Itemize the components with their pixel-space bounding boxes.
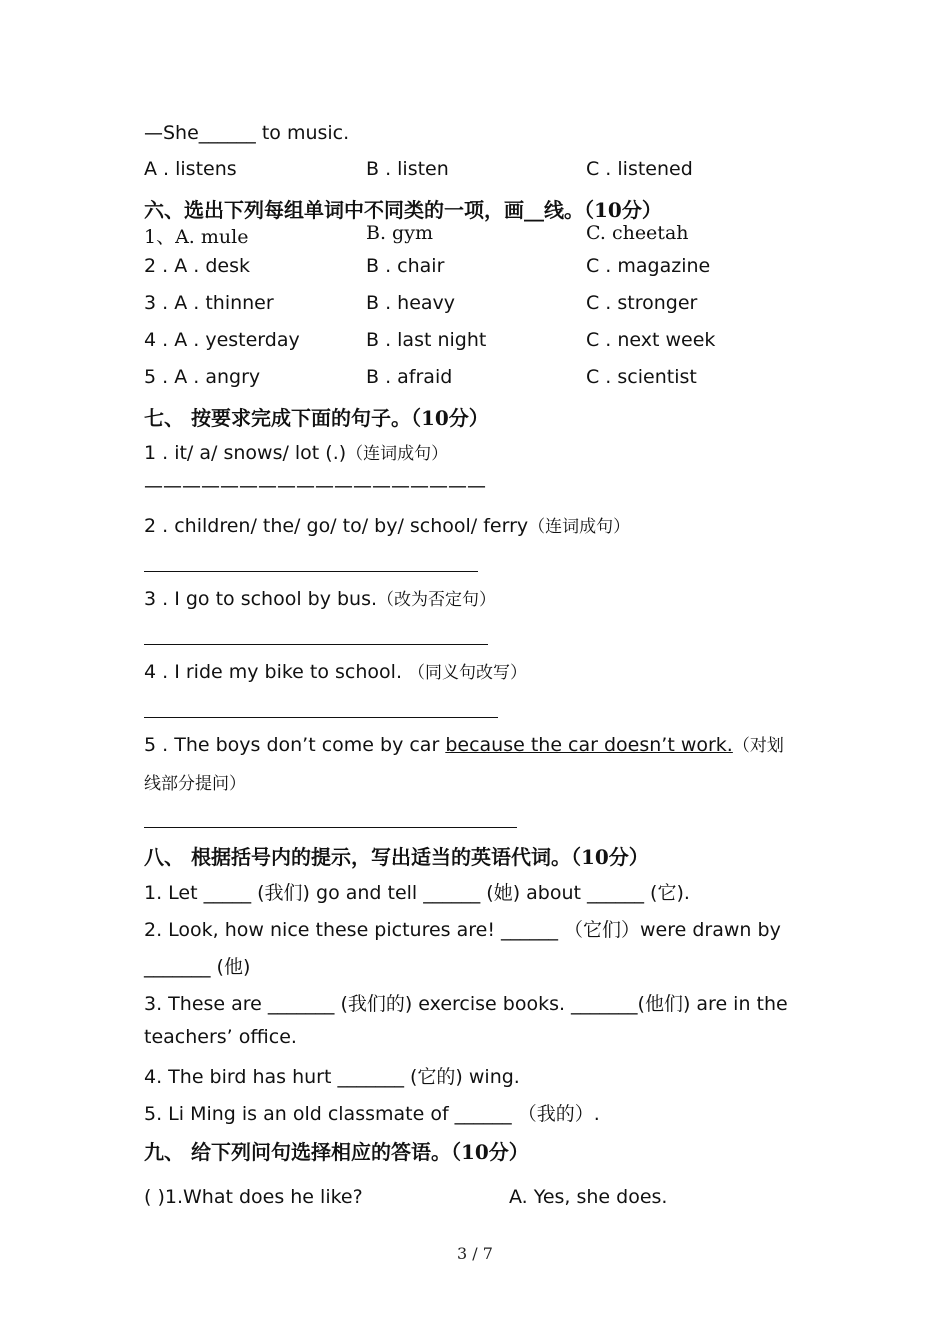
s7-q3 <box>144 585 496 610</box>
s6-row1-a: 1、A. mule <box>144 226 249 248</box>
s8-line2: 2. Look, how nice these pictures are! ______ （它们）were drawn by <box>144 919 781 941</box>
s7-q1-text: 1 . it/ a/ snows/ lot (.) <box>144 442 347 464</box>
s7-q2 <box>144 512 630 537</box>
s7-q3-answer-line <box>144 644 488 645</box>
s6-row5-c: C . scientist <box>586 366 697 388</box>
s7-q5 <box>144 731 784 756</box>
s6-row5-b: B . afraid <box>366 366 453 388</box>
section9-heading: 九、 给下列问句选择相应的答语。（10分） <box>144 1140 529 1164</box>
section7-heading: 七、 按要求完成下面的句子。（10分） <box>144 406 489 430</box>
s7-q5-answer-line <box>144 827 517 828</box>
s8-line1: 1. Let _____ (我们) go and tell ______ (她) about ______ (它). <box>144 882 690 904</box>
s7-q4 <box>144 658 527 683</box>
s7-q1 <box>144 439 448 464</box>
s8-line5: teachers’ office. <box>144 1026 297 1048</box>
s7-q5-hint: （对划 <box>732 736 784 756</box>
s6-row3-c: C . stronger <box>586 292 698 314</box>
s6-row2-a: 2 . A . desk <box>144 255 250 277</box>
option-c: C . listened <box>586 158 693 180</box>
s8-line7: 5. Li Ming is an old classmate of ______ （我的）. <box>144 1103 600 1125</box>
s7-q3-hint: （改为否定句） <box>377 590 497 610</box>
s7-q5-text: 5 . The boys don’t come by car <box>144 734 446 756</box>
s7-q1-hint: （连词成句） <box>346 444 449 464</box>
s7-q2-hint: （连词成句） <box>528 517 631 537</box>
s6-row3-a: 3 . A . thinner <box>144 292 274 314</box>
s9-a1: A. Yes, she does. <box>509 1186 668 1208</box>
s6-row1-c: C. cheetah <box>586 222 689 244</box>
s7-q2-answer-line <box>144 571 478 572</box>
s7-q1-answer-line: —————————————————— <box>144 475 486 497</box>
s6-row3-b: B . heavy <box>366 292 456 314</box>
s8-line3: _______ (他) <box>144 956 251 978</box>
s7-q5-underlined: because the car doesn’t work. <box>445 734 733 756</box>
s7-q4-answer-line <box>144 717 498 718</box>
section8-heading: 八、 根据括号内的提示，写出适当的英语代词。（10分） <box>144 845 649 869</box>
s6-row4-c: C . next week <box>586 329 716 351</box>
page-number: 3 / 7 <box>457 1244 493 1263</box>
s6-row2-b: B . chair <box>366 255 445 277</box>
s7-q5-hint-cont: 线部分提问） <box>144 774 246 794</box>
s7-q4-text: 4 . I ride my bike to school. <box>144 661 409 683</box>
s6-row1-b: B. gym <box>366 222 433 244</box>
s7-q2-text: 2 . children/ the/ go/ to/ by/ school/ ferry <box>144 515 529 537</box>
option-b: B . listen <box>366 158 449 180</box>
s6-row2-c: C . magazine <box>586 255 711 277</box>
s9-q1: ( )1.What does he like? <box>144 1186 363 1208</box>
s8-line4: 3. These are _______ (我们的) exercise books. _______(他们) are in the <box>144 993 788 1015</box>
option-a: A . listens <box>144 158 237 180</box>
s7-q3-text: 3 . I go to school by bus. <box>144 588 378 610</box>
s8-line6: 4. The bird has hurt _______ (它的) wing. <box>144 1066 520 1088</box>
section6-heading: 六、选出下列每组单词中不同类的一项，画__线。（10分） <box>144 198 662 222</box>
s7-q4-hint: （同义句改写） <box>408 663 528 683</box>
s6-row4-a: 4 . A . yesterday <box>144 329 300 351</box>
s6-row4-b: B . last night <box>366 329 487 351</box>
question-line: —She______ to music. <box>144 122 350 144</box>
s6-row5-a: 5 . A . angry <box>144 366 261 388</box>
